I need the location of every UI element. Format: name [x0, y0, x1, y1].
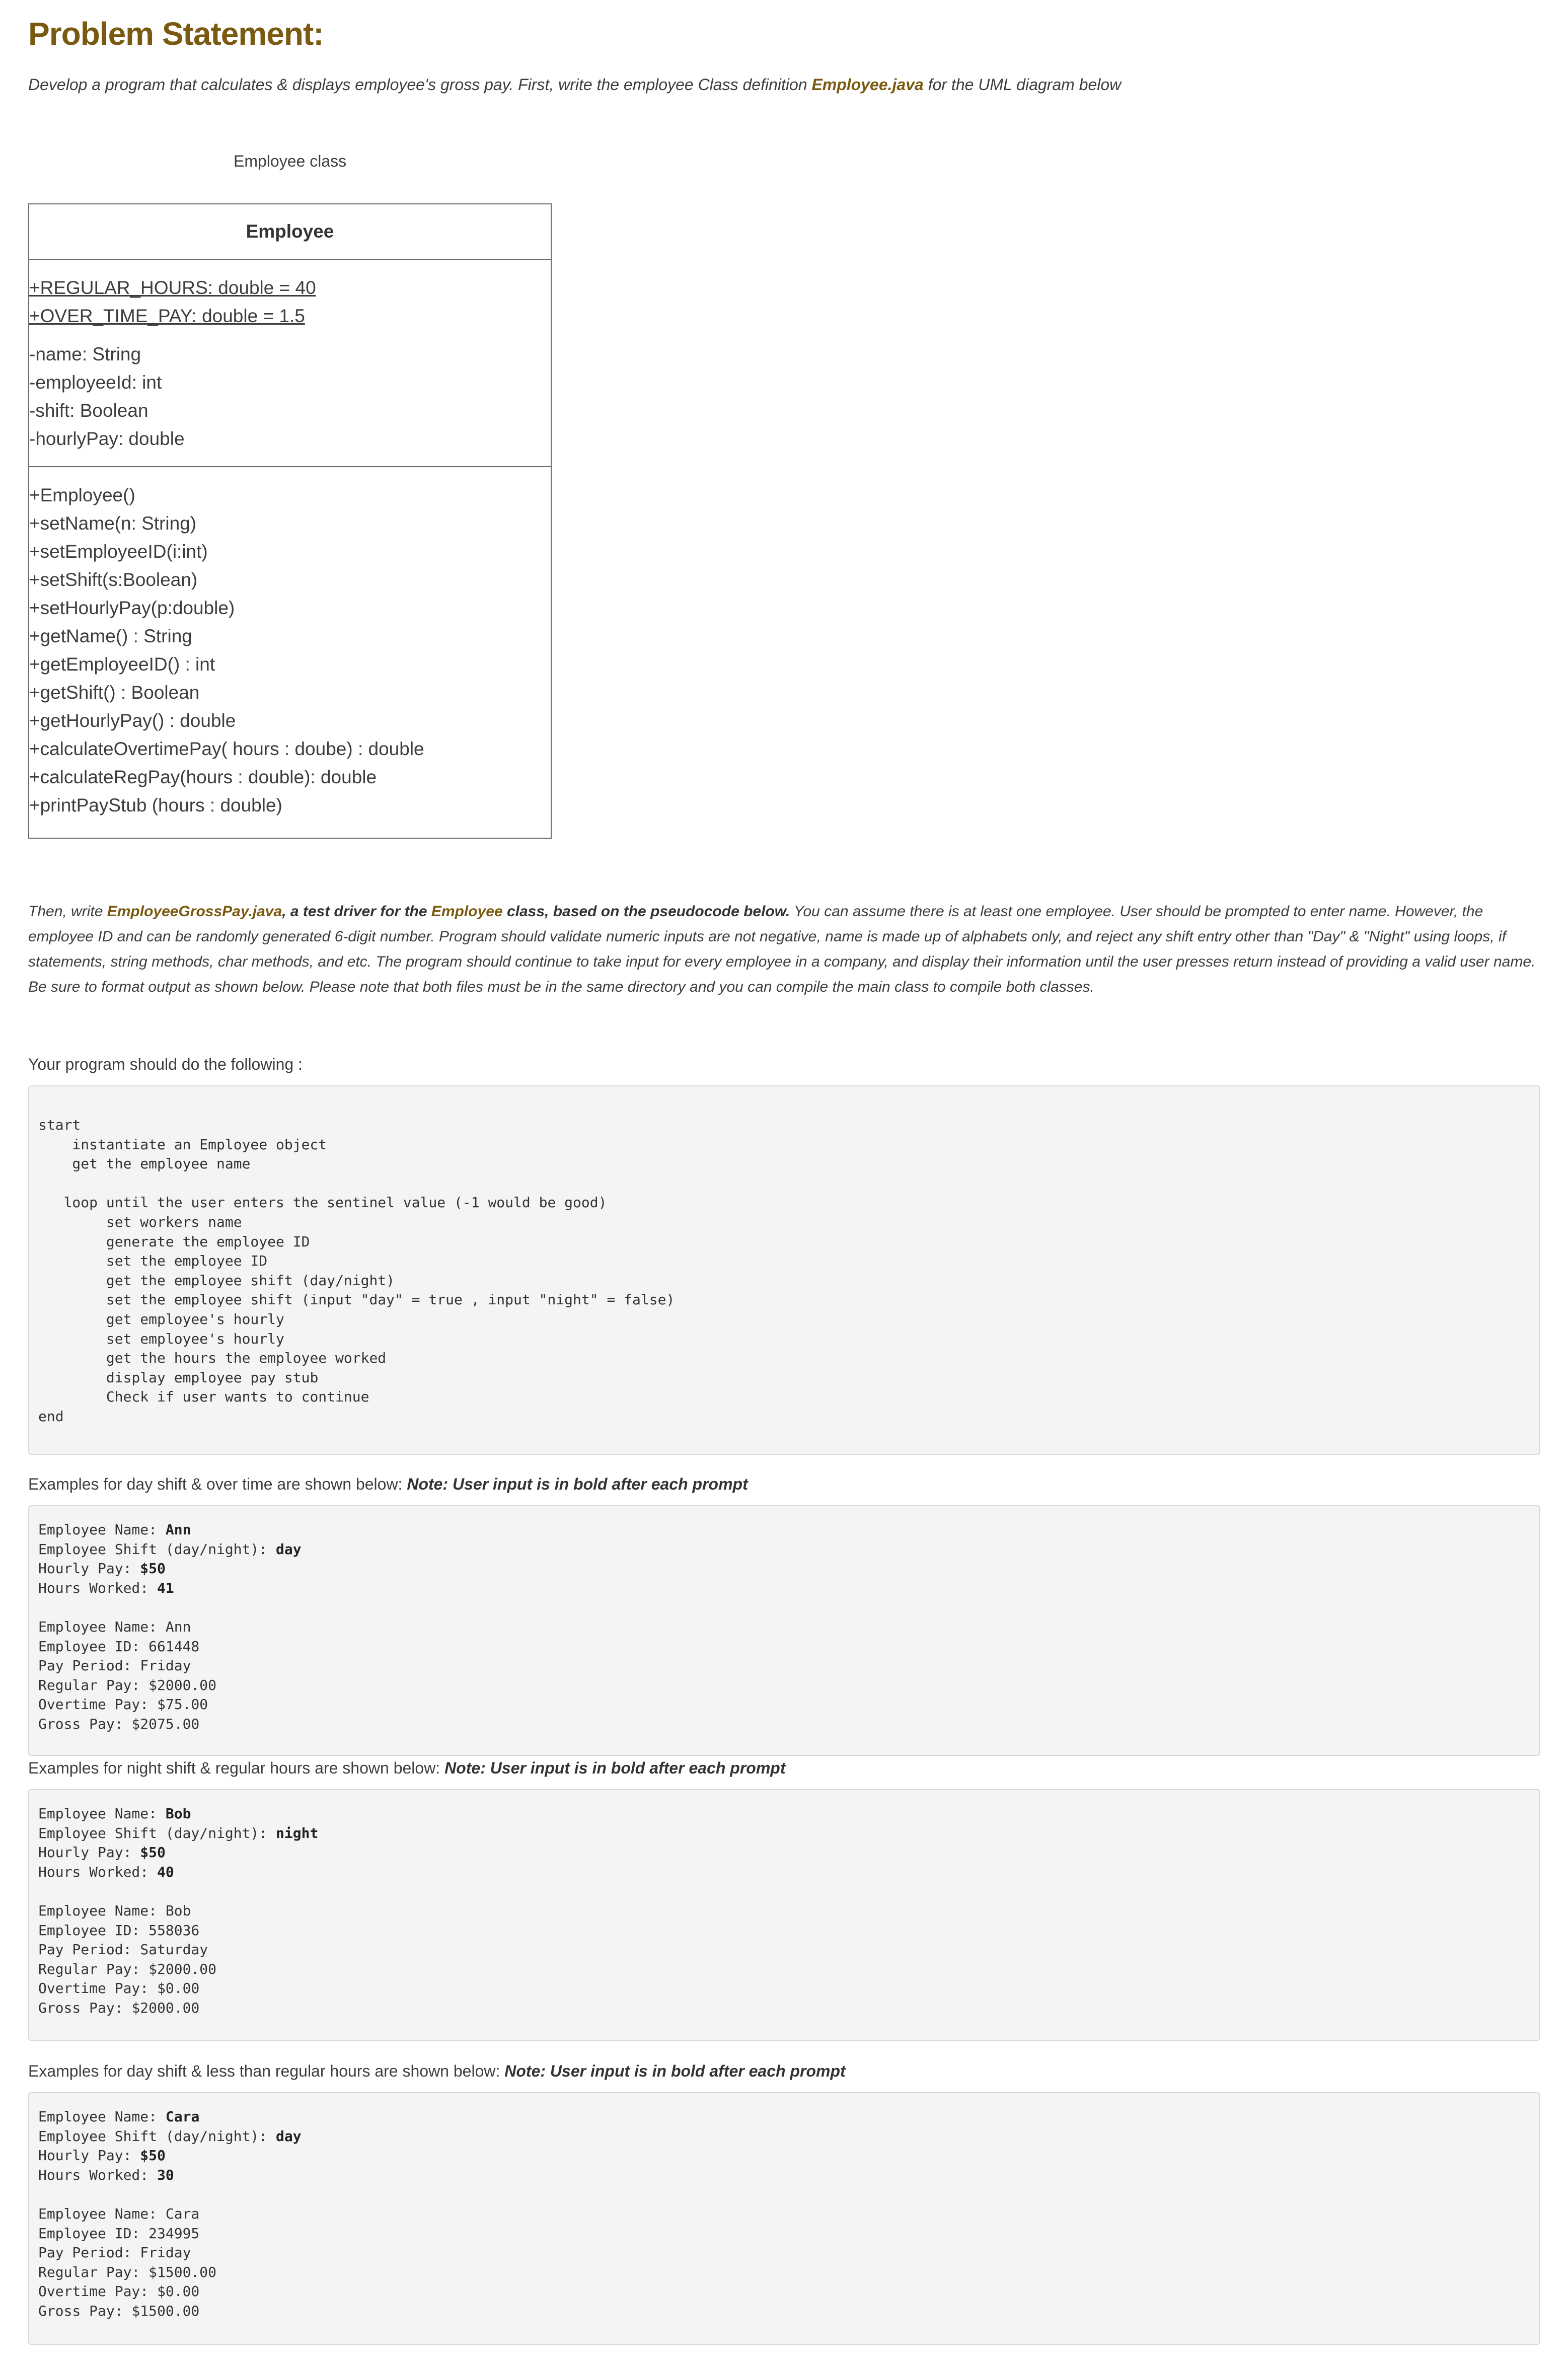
uml-class-diagram [28, 203, 552, 839]
uml-method: +printPayStub (hours : double) [29, 795, 282, 816]
prompt-line [38, 1843, 1530, 1863]
user-input: 40 [157, 1863, 174, 1880]
prompt-line [38, 1579, 1530, 1598]
pseudocode-line: get employee's hourly [38, 1310, 284, 1327]
uml-method: +setShift(s:Boolean) [29, 569, 198, 590]
pay-stub-line: Employee ID: 661448 [38, 1638, 200, 1655]
pseudocode-label: Your program should do the following : [28, 1055, 303, 1073]
prompt-text: Employee Name: [38, 1805, 166, 1822]
prompt-line [38, 1804, 1530, 1824]
example-output-block-3 [28, 2092, 1540, 2345]
document-page [28, 15, 1548, 2319]
prompt-line [38, 1863, 1530, 1882]
prompt-text: Hours Worked: [38, 2166, 158, 2183]
example-note: Note: User input is in bold after each prompt [444, 1759, 786, 1777]
pseudocode-line: get the hours the employee worked [38, 1350, 387, 1367]
user-input: $50 [140, 1560, 166, 1577]
pseudocode-line [38, 1174, 1530, 1194]
user-input: Cara [165, 2108, 200, 2125]
user-input: night [276, 1824, 319, 1841]
uml-attribute: -shift: Boolean [29, 400, 148, 421]
pay-stub-line: Regular Pay: $2000.00 [38, 1960, 217, 1977]
uml-caption: Employee class [234, 152, 347, 170]
example-label-3 [28, 2062, 846, 2081]
prompt-text: Employee Shift (day/night): [38, 1540, 276, 1558]
pay-stub-line: Overtime Pay: $0.00 [38, 2283, 200, 2300]
prompt-line [38, 2107, 1530, 2127]
user-input: $50 [140, 1844, 166, 1861]
prompt-text: Hourly Pay: [38, 2147, 140, 2164]
prompt-text: Employee Shift (day/night): [38, 1824, 276, 1841]
prompt-line [38, 1559, 1530, 1579]
intro-text-before: Develop a program that calculates & displays employee's gross pay. First, write the employee Class definition [28, 76, 812, 94]
pseudocode-line: set the employee shift (input "day" = true , input "night" = false) [38, 1291, 675, 1308]
prompt-line [38, 1824, 1530, 1843]
uml-method: +calculateRegPay(hours : double): double [29, 767, 377, 787]
prompt-line [38, 2166, 1530, 2185]
then-text-4: You can assume there is at least one employee. User should be prompted to enter name. However, the employee ID and can be randomly generated 6-digit number. Program should validate numeric inputs are not negative, name is made up of alphabets only, and reject any shift entry other than "Day" & "Night" using loops, if statements, string methods, char methods, and etc. The program should continue to take input for every employee in a company, and display their information until the user presses return instead of providing a valid user name. Be sure to format output as shown below. Please note that both files must be in the same directory and you can compile the main class to compile both classes. [28, 903, 1536, 995]
pseudocode-line: display employee pay stub [38, 1369, 319, 1386]
uml-gap [29, 330, 551, 340]
driver-class-name: Employee [431, 903, 503, 920]
uml-methods-section [29, 467, 551, 838]
uml-static-attribute: +REGULAR_HOURS: double = 40 [29, 277, 316, 298]
blank-line [38, 1882, 1530, 1901]
uml-method: +getHourlyPay() : double [29, 710, 236, 731]
user-input: 41 [157, 1579, 174, 1596]
pay-stub-line: Overtime Pay: $75.00 [38, 1696, 208, 1713]
uml-method: +getEmployeeID() : int [29, 654, 215, 675]
pseudocode-line: instantiate an Employee object [38, 1136, 327, 1153]
then-text-2: , a test driver for the [282, 903, 431, 920]
then-text-3: class, based on the pseudocode below. [502, 903, 790, 920]
example-label-2 [28, 1759, 785, 1778]
prompt-text: Hours Worked: [38, 1863, 158, 1880]
example-label-text: Examples for day shift & over time are shown below: [28, 1475, 407, 1493]
pseudocode-line: generate the employee ID [38, 1233, 310, 1250]
user-input: Bob [165, 1805, 191, 1822]
prompt-text: Employee Shift (day/night): [38, 2127, 276, 2145]
blank-line [38, 2185, 1530, 2204]
pseudocode-line: get the employee name [38, 1155, 251, 1172]
pay-stub-line: Pay Period: Saturday [38, 1941, 208, 1958]
example-note: Note: User input is in bold after each prompt [504, 2062, 846, 2080]
pay-stub-line: Gross Pay: $2000.00 [38, 1999, 200, 2016]
example-label-text: Examples for night shift & regular hours are shown below: [28, 1759, 445, 1777]
pay-stub-line: Employee Name: Bob [38, 1902, 191, 1919]
pay-stub-line: Regular Pay: $1500.00 [38, 2263, 217, 2280]
pseudocode-line: set the employee ID [38, 1252, 268, 1270]
pay-stub-line: Regular Pay: $2000.00 [38, 1676, 217, 1693]
uml-static-attribute: +OVER_TIME_PAY: double = 1.5 [29, 306, 305, 326]
prompt-line [38, 2127, 1530, 2147]
pseudocode-line: loop until the user enters the sentinel value (-1 would be good) [38, 1194, 607, 1211]
prompt-text: Hourly Pay: [38, 1844, 140, 1861]
pseudocode-line: start [38, 1117, 81, 1133]
pseudocode-line: set workers name [38, 1213, 242, 1230]
example-output-block-2 [28, 1789, 1540, 2041]
uml-attribute: -employeeId: int [29, 372, 162, 393]
driver-file-name: EmployeeGrossPay.java [107, 903, 282, 920]
prompt-line [38, 2146, 1530, 2166]
prompt-text: Hours Worked: [38, 1579, 158, 1596]
driver-instructions [28, 899, 1548, 1000]
pay-stub-line: Gross Pay: $1500.00 [38, 2302, 200, 2319]
pay-stub-line: Employee Name: Ann [38, 1618, 191, 1635]
uml-class-name: Employee [29, 204, 551, 260]
example-label-1 [28, 1475, 748, 1494]
pseudocode-line: set employee's hourly [38, 1330, 284, 1347]
uml-attribute: -hourlyPay: double [29, 428, 185, 449]
intro-file-name: Employee.java [811, 76, 924, 94]
user-input: day [276, 2127, 302, 2145]
pay-stub-line: Employee Name: Cara [38, 2205, 200, 2222]
user-input: $50 [140, 2147, 166, 2164]
uml-method: +setName(n: String) [29, 513, 197, 534]
pseudocode-line: end [38, 1408, 64, 1425]
user-input: 30 [157, 2166, 174, 2183]
prompt-text: Hourly Pay: [38, 1560, 140, 1577]
intro-paragraph [28, 76, 1548, 94]
user-input: day [276, 1540, 302, 1558]
user-input: Ann [165, 1521, 191, 1538]
example-note: Note: User input is in bold after each prompt [407, 1475, 748, 1493]
pay-stub-line: Overtime Pay: $0.00 [38, 1980, 200, 1997]
page-title: Problem Statement: [28, 16, 324, 52]
uml-method: +calculateOvertimePay( hours : doube) : double [29, 739, 424, 759]
prompt-text: Employee Name: [38, 2108, 166, 2125]
prompt-text: Employee Name: [38, 1521, 166, 1538]
uml-method: +getShift() : Boolean [29, 682, 200, 703]
pay-stub-line: Employee ID: 558036 [38, 1922, 200, 1939]
intro-text-after: for the UML diagram below [923, 76, 1122, 94]
uml-attribute: -name: String [29, 344, 141, 364]
then-text-1: Then, write [28, 903, 107, 920]
uml-method: +getName() : String [29, 626, 192, 646]
pseudocode-line: Check if user wants to continue [38, 1388, 369, 1406]
prompt-line [38, 1540, 1530, 1560]
example-label-text: Examples for day shift & less than regular hours are shown below: [28, 2062, 505, 2080]
uml-method: +setEmployeeID(i:int) [29, 541, 208, 562]
pay-stub-line: Employee ID: 234995 [38, 2225, 200, 2242]
prompt-line [38, 1520, 1530, 1540]
pay-stub-line: Gross Pay: $2075.00 [38, 1715, 200, 1732]
pay-stub-line: Pay Period: Friday [38, 1657, 191, 1674]
pseudocode-block [28, 1085, 1540, 1455]
uml-attributes-section [29, 260, 551, 467]
example-output-block-1 [28, 1505, 1540, 1756]
pseudocode-line: get the employee shift (day/night) [38, 1272, 395, 1289]
blank-line [38, 1598, 1530, 1617]
pay-stub-line: Pay Period: Friday [38, 2244, 191, 2261]
uml-method: +setHourlyPay(p:double) [29, 598, 235, 618]
uml-method: +Employee() [29, 485, 135, 505]
